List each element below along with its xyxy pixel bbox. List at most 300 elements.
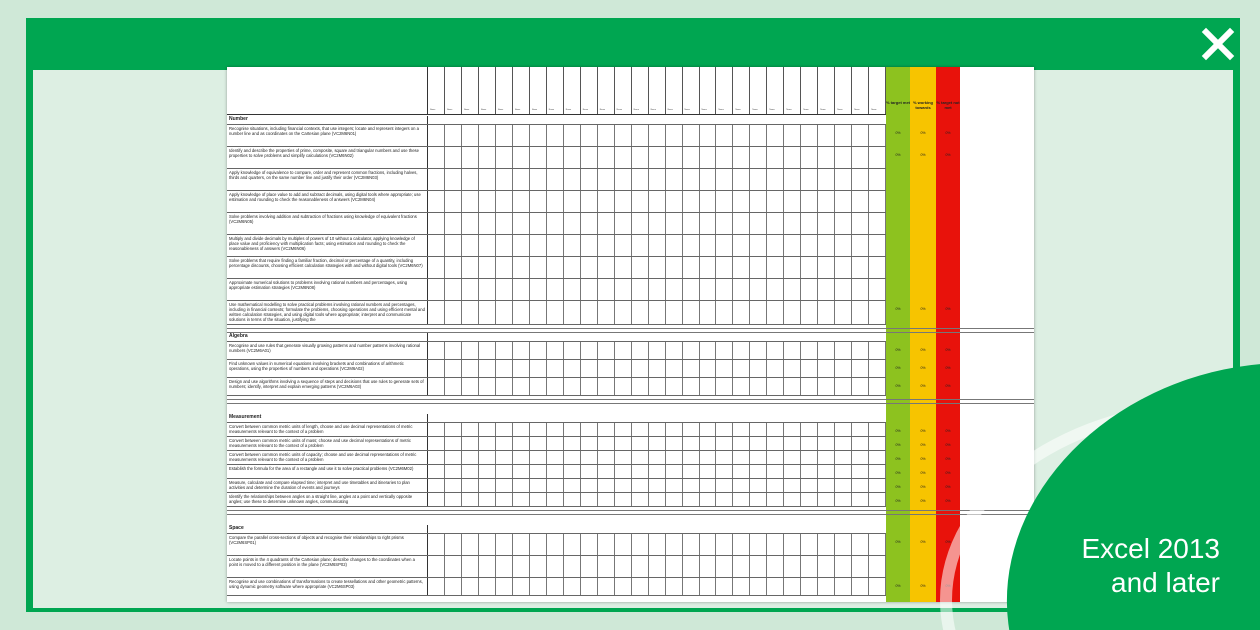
assessment-cell[interactable]: [767, 556, 784, 577]
assessment-cell[interactable]: [530, 125, 547, 146]
assessment-cell[interactable]: [462, 451, 479, 464]
assessment-cell[interactable]: [462, 169, 479, 190]
assessment-cell[interactable]: [581, 169, 598, 190]
assessment-cell[interactable]: [649, 235, 666, 256]
assessment-cell[interactable]: [852, 213, 869, 234]
assessment-cell[interactable]: [750, 493, 767, 506]
assessment-cell[interactable]: [564, 378, 581, 395]
assessment-cell[interactable]: [852, 479, 869, 492]
assessment-cell[interactable]: [683, 578, 700, 595]
assessment-cell[interactable]: [547, 360, 564, 377]
assessment-cell[interactable]: [445, 556, 462, 577]
assessment-cell[interactable]: [818, 578, 835, 595]
assessment-cell[interactable]: [801, 125, 818, 146]
assessment-cell[interactable]: [530, 451, 547, 464]
assessment-cell[interactable]: [496, 125, 513, 146]
assessment-cell[interactable]: [428, 423, 445, 436]
assessment-cell[interactable]: [479, 493, 496, 506]
assessment-cell[interactable]: [496, 378, 513, 395]
assessment-cell[interactable]: [615, 534, 632, 555]
assessment-cell[interactable]: [496, 423, 513, 436]
assessment-cell[interactable]: [750, 437, 767, 450]
assessment-cell[interactable]: [513, 451, 530, 464]
assessment-cell[interactable]: [869, 479, 886, 492]
assessment-cell[interactable]: [632, 342, 649, 359]
assessment-cell[interactable]: [869, 125, 886, 146]
assessment-cell[interactable]: [496, 360, 513, 377]
assessment-cell[interactable]: [852, 465, 869, 478]
assessment-cell[interactable]: [513, 423, 530, 436]
assessment-cell[interactable]: [615, 125, 632, 146]
assessment-cell[interactable]: [530, 301, 547, 324]
assessment-cell[interactable]: [445, 423, 462, 436]
assessment-cell[interactable]: [818, 342, 835, 359]
assessment-cell[interactable]: [632, 279, 649, 300]
assessment-cell[interactable]: [750, 257, 767, 278]
assessment-cell[interactable]: [750, 147, 767, 168]
assessment-cell[interactable]: [852, 378, 869, 395]
assessment-cell[interactable]: [683, 378, 700, 395]
assessment-cell[interactable]: [632, 360, 649, 377]
assessment-cell[interactable]: [615, 257, 632, 278]
assessment-cell[interactable]: [462, 257, 479, 278]
assessment-cell[interactable]: [581, 479, 598, 492]
assessment-cell[interactable]: [666, 125, 683, 146]
assessment-cell[interactable]: [784, 125, 801, 146]
assessment-cell[interactable]: [716, 257, 733, 278]
assessment-cell[interactable]: [801, 556, 818, 577]
assessment-cell[interactable]: [784, 147, 801, 168]
assessment-cell[interactable]: [530, 279, 547, 300]
assessment-cell[interactable]: [869, 301, 886, 324]
assessment-cell[interactable]: [547, 257, 564, 278]
assessment-cell[interactable]: [462, 423, 479, 436]
assessment-cell[interactable]: [564, 342, 581, 359]
assessment-cell[interactable]: [666, 479, 683, 492]
assessment-cell[interactable]: [750, 213, 767, 234]
assessment-cell[interactable]: [818, 465, 835, 478]
assessment-cell[interactable]: [445, 301, 462, 324]
assessment-cell[interactable]: [869, 342, 886, 359]
assessment-cell[interactable]: [547, 493, 564, 506]
assessment-cell[interactable]: [801, 479, 818, 492]
assessment-cell[interactable]: [479, 578, 496, 595]
assessment-cell[interactable]: [700, 235, 717, 256]
assessment-cell[interactable]: [750, 465, 767, 478]
assessment-cell[interactable]: [615, 556, 632, 577]
assessment-cell[interactable]: [835, 479, 852, 492]
assessment-cell[interactable]: [513, 378, 530, 395]
assessment-cell[interactable]: [513, 479, 530, 492]
assessment-cell[interactable]: [683, 493, 700, 506]
assessment-cell[interactable]: [869, 147, 886, 168]
assessment-cell[interactable]: [479, 301, 496, 324]
assessment-cell[interactable]: [767, 235, 784, 256]
assessment-cell[interactable]: [852, 257, 869, 278]
assessment-cell[interactable]: [700, 342, 717, 359]
assessment-cell[interactable]: [496, 147, 513, 168]
assessment-cell[interactable]: [428, 493, 445, 506]
assessment-cell[interactable]: [852, 578, 869, 595]
assessment-cell[interactable]: [784, 235, 801, 256]
assessment-cell[interactable]: [784, 342, 801, 359]
assessment-cell[interactable]: [462, 437, 479, 450]
assessment-cell[interactable]: [869, 257, 886, 278]
assessment-cell[interactable]: [530, 147, 547, 168]
assessment-cell[interactable]: [835, 191, 852, 212]
assessment-cell[interactable]: [496, 437, 513, 450]
assessment-cell[interactable]: [479, 125, 496, 146]
assessment-cell[interactable]: [767, 423, 784, 436]
assessment-cell[interactable]: [462, 213, 479, 234]
assessment-cell[interactable]: [869, 556, 886, 577]
assessment-cell[interactable]: [462, 279, 479, 300]
close-icon[interactable]: [1198, 24, 1238, 64]
assessment-cell[interactable]: [615, 465, 632, 478]
assessment-cell[interactable]: [666, 213, 683, 234]
assessment-cell[interactable]: [818, 378, 835, 395]
assessment-cell[interactable]: [683, 301, 700, 324]
assessment-cell[interactable]: [666, 465, 683, 478]
assessment-cell[interactable]: [513, 465, 530, 478]
assessment-cell[interactable]: [530, 578, 547, 595]
assessment-cell[interactable]: [801, 360, 818, 377]
assessment-cell[interactable]: [716, 451, 733, 464]
assessment-cell[interactable]: [496, 451, 513, 464]
assessment-cell[interactable]: [869, 191, 886, 212]
assessment-cell[interactable]: [716, 479, 733, 492]
assessment-cell[interactable]: [598, 360, 615, 377]
assessment-cell[interactable]: [428, 342, 445, 359]
assessment-cell[interactable]: [852, 279, 869, 300]
assessment-cell[interactable]: [598, 534, 615, 555]
assessment-cell[interactable]: [428, 534, 445, 555]
assessment-cell[interactable]: [462, 465, 479, 478]
assessment-cell[interactable]: [632, 378, 649, 395]
assessment-cell[interactable]: [513, 257, 530, 278]
assessment-cell[interactable]: [733, 437, 750, 450]
assessment-cell[interactable]: [716, 279, 733, 300]
assessment-cell[interactable]: [784, 534, 801, 555]
assessment-cell[interactable]: [818, 423, 835, 436]
assessment-cell[interactable]: [428, 301, 445, 324]
assessment-cell[interactable]: [683, 169, 700, 190]
assessment-cell[interactable]: [784, 279, 801, 300]
assessment-cell[interactable]: [428, 235, 445, 256]
assessment-cell[interactable]: [666, 493, 683, 506]
assessment-cell[interactable]: [530, 423, 547, 436]
assessment-cell[interactable]: [564, 556, 581, 577]
assessment-cell[interactable]: [564, 493, 581, 506]
assessment-cell[interactable]: [479, 465, 496, 478]
assessment-cell[interactable]: [666, 437, 683, 450]
assessment-cell[interactable]: [733, 301, 750, 324]
assessment-cell[interactable]: [700, 191, 717, 212]
assessment-cell[interactable]: [530, 235, 547, 256]
assessment-cell[interactable]: [767, 279, 784, 300]
assessment-cell[interactable]: [733, 556, 750, 577]
assessment-cell[interactable]: [479, 169, 496, 190]
assessment-cell[interactable]: [716, 235, 733, 256]
assessment-cell[interactable]: [852, 534, 869, 555]
assessment-cell[interactable]: [835, 147, 852, 168]
assessment-cell[interactable]: [716, 213, 733, 234]
assessment-cell[interactable]: [750, 342, 767, 359]
assessment-cell[interactable]: [852, 556, 869, 577]
assessment-cell[interactable]: [530, 257, 547, 278]
assessment-cell[interactable]: [700, 360, 717, 377]
assessment-cell[interactable]: [801, 493, 818, 506]
assessment-cell[interactable]: [547, 169, 564, 190]
assessment-cell[interactable]: [564, 451, 581, 464]
assessment-cell[interactable]: [666, 235, 683, 256]
assessment-cell[interactable]: [852, 301, 869, 324]
assessment-cell[interactable]: [733, 493, 750, 506]
assessment-cell[interactable]: [716, 578, 733, 595]
assessment-cell[interactable]: [784, 556, 801, 577]
assessment-cell[interactable]: [700, 556, 717, 577]
assessment-cell[interactable]: [733, 578, 750, 595]
assessment-cell[interactable]: [700, 534, 717, 555]
assessment-cell[interactable]: [869, 378, 886, 395]
assessment-cell[interactable]: [615, 479, 632, 492]
assessment-cell[interactable]: [615, 213, 632, 234]
assessment-cell[interactable]: [547, 279, 564, 300]
assessment-cell[interactable]: [784, 169, 801, 190]
assessment-cell[interactable]: [733, 279, 750, 300]
assessment-cell[interactable]: [598, 235, 615, 256]
assessment-cell[interactable]: [733, 479, 750, 492]
assessment-cell[interactable]: [767, 578, 784, 595]
assessment-cell[interactable]: [767, 213, 784, 234]
assessment-cell[interactable]: [479, 378, 496, 395]
assessment-cell[interactable]: [615, 147, 632, 168]
assessment-cell[interactable]: [615, 191, 632, 212]
assessment-cell[interactable]: [750, 191, 767, 212]
assessment-cell[interactable]: [784, 360, 801, 377]
assessment-cell[interactable]: [666, 556, 683, 577]
assessment-cell[interactable]: [445, 437, 462, 450]
assessment-cell[interactable]: [598, 257, 615, 278]
assessment-cell[interactable]: [581, 423, 598, 436]
assessment-cell[interactable]: [852, 169, 869, 190]
assessment-cell[interactable]: [598, 493, 615, 506]
assessment-cell[interactable]: [767, 169, 784, 190]
assessment-cell[interactable]: [513, 213, 530, 234]
assessment-cell[interactable]: [767, 534, 784, 555]
assessment-cell[interactable]: [801, 423, 818, 436]
assessment-cell[interactable]: [598, 147, 615, 168]
assessment-cell[interactable]: [700, 437, 717, 450]
assessment-cell[interactable]: [700, 279, 717, 300]
assessment-cell[interactable]: [683, 360, 700, 377]
assessment-cell[interactable]: [649, 279, 666, 300]
assessment-cell[interactable]: [581, 301, 598, 324]
assessment-cell[interactable]: [598, 342, 615, 359]
assessment-cell[interactable]: [835, 235, 852, 256]
assessment-cell[interactable]: [700, 451, 717, 464]
assessment-cell[interactable]: [733, 423, 750, 436]
assessment-cell[interactable]: [479, 479, 496, 492]
assessment-cell[interactable]: [666, 451, 683, 464]
assessment-cell[interactable]: [801, 578, 818, 595]
assessment-cell[interactable]: [666, 191, 683, 212]
assessment-cell[interactable]: [818, 257, 835, 278]
assessment-cell[interactable]: [649, 147, 666, 168]
assessment-cell[interactable]: [615, 301, 632, 324]
assessment-cell[interactable]: [649, 213, 666, 234]
assessment-cell[interactable]: [716, 493, 733, 506]
assessment-cell[interactable]: [564, 147, 581, 168]
assessment-cell[interactable]: [683, 257, 700, 278]
assessment-cell[interactable]: [784, 493, 801, 506]
assessment-cell[interactable]: [869, 169, 886, 190]
assessment-cell[interactable]: [649, 125, 666, 146]
assessment-cell[interactable]: [496, 465, 513, 478]
assessment-cell[interactable]: [581, 578, 598, 595]
assessment-cell[interactable]: [513, 437, 530, 450]
assessment-cell[interactable]: [700, 213, 717, 234]
assessment-cell[interactable]: [581, 437, 598, 450]
assessment-cell[interactable]: [683, 235, 700, 256]
assessment-cell[interactable]: [632, 301, 649, 324]
assessment-cell[interactable]: [750, 169, 767, 190]
assessment-cell[interactable]: [513, 147, 530, 168]
assessment-cell[interactable]: [869, 423, 886, 436]
assessment-cell[interactable]: [869, 279, 886, 300]
assessment-cell[interactable]: [767, 360, 784, 377]
assessment-cell[interactable]: [700, 479, 717, 492]
assessment-cell[interactable]: [869, 451, 886, 464]
assessment-cell[interactable]: [852, 191, 869, 212]
assessment-cell[interactable]: [428, 479, 445, 492]
assessment-cell[interactable]: [750, 360, 767, 377]
assessment-cell[interactable]: [869, 493, 886, 506]
assessment-cell[interactable]: [598, 423, 615, 436]
assessment-cell[interactable]: [700, 465, 717, 478]
assessment-cell[interactable]: [581, 342, 598, 359]
assessment-cell[interactable]: [649, 423, 666, 436]
assessment-cell[interactable]: [683, 213, 700, 234]
assessment-cell[interactable]: [733, 534, 750, 555]
assessment-cell[interactable]: [700, 378, 717, 395]
assessment-cell[interactable]: [496, 493, 513, 506]
assessment-cell[interactable]: [835, 423, 852, 436]
assessment-cell[interactable]: [632, 191, 649, 212]
assessment-cell[interactable]: [700, 257, 717, 278]
assessment-cell[interactable]: [733, 125, 750, 146]
assessment-cell[interactable]: [428, 556, 445, 577]
assessment-cell[interactable]: [700, 169, 717, 190]
assessment-cell[interactable]: [649, 493, 666, 506]
assessment-cell[interactable]: [750, 378, 767, 395]
assessment-cell[interactable]: [666, 378, 683, 395]
assessment-cell[interactable]: [683, 191, 700, 212]
assessment-cell[interactable]: [428, 360, 445, 377]
assessment-cell[interactable]: [835, 465, 852, 478]
assessment-cell[interactable]: [716, 125, 733, 146]
assessment-cell[interactable]: [716, 360, 733, 377]
assessment-cell[interactable]: [479, 423, 496, 436]
assessment-cell[interactable]: [428, 279, 445, 300]
assessment-cell[interactable]: [835, 534, 852, 555]
assessment-cell[interactable]: [428, 125, 445, 146]
assessment-cell[interactable]: [428, 191, 445, 212]
assessment-cell[interactable]: [547, 465, 564, 478]
assessment-cell[interactable]: [835, 342, 852, 359]
assessment-cell[interactable]: [598, 191, 615, 212]
assessment-cell[interactable]: [683, 479, 700, 492]
assessment-cell[interactable]: [767, 479, 784, 492]
assessment-cell[interactable]: [801, 451, 818, 464]
assessment-cell[interactable]: [852, 423, 869, 436]
assessment-cell[interactable]: [767, 125, 784, 146]
assessment-cell[interactable]: [445, 493, 462, 506]
assessment-cell[interactable]: [666, 578, 683, 595]
assessment-cell[interactable]: [649, 301, 666, 324]
assessment-cell[interactable]: [598, 213, 615, 234]
assessment-cell[interactable]: [581, 279, 598, 300]
assessment-cell[interactable]: [547, 423, 564, 436]
assessment-cell[interactable]: [869, 360, 886, 377]
assessment-cell[interactable]: [496, 301, 513, 324]
assessment-cell[interactable]: [581, 556, 598, 577]
assessment-cell[interactable]: [801, 235, 818, 256]
assessment-cell[interactable]: [716, 437, 733, 450]
assessment-cell[interactable]: [462, 342, 479, 359]
assessment-cell[interactable]: [733, 191, 750, 212]
assessment-cell[interactable]: [767, 191, 784, 212]
assessment-cell[interactable]: [513, 279, 530, 300]
assessment-cell[interactable]: [666, 423, 683, 436]
assessment-cell[interactable]: [496, 213, 513, 234]
assessment-cell[interactable]: [818, 235, 835, 256]
assessment-cell[interactable]: [801, 534, 818, 555]
assessment-cell[interactable]: [818, 451, 835, 464]
assessment-cell[interactable]: [835, 360, 852, 377]
assessment-cell[interactable]: [784, 479, 801, 492]
assessment-cell[interactable]: [581, 147, 598, 168]
assessment-cell[interactable]: [716, 169, 733, 190]
assessment-cell[interactable]: [767, 301, 784, 324]
assessment-cell[interactable]: [818, 213, 835, 234]
assessment-cell[interactable]: [716, 465, 733, 478]
assessment-cell[interactable]: [513, 301, 530, 324]
assessment-cell[interactable]: [818, 479, 835, 492]
assessment-cell[interactable]: [852, 342, 869, 359]
assessment-cell[interactable]: [581, 235, 598, 256]
assessment-cell[interactable]: [683, 465, 700, 478]
assessment-cell[interactable]: [445, 235, 462, 256]
assessment-cell[interactable]: [818, 493, 835, 506]
assessment-cell[interactable]: [683, 147, 700, 168]
assessment-cell[interactable]: [445, 534, 462, 555]
assessment-cell[interactable]: [530, 479, 547, 492]
assessment-cell[interactable]: [479, 342, 496, 359]
assessment-cell[interactable]: [869, 578, 886, 595]
assessment-cell[interactable]: [581, 451, 598, 464]
assessment-cell[interactable]: [801, 342, 818, 359]
assessment-cell[interactable]: [513, 342, 530, 359]
assessment-cell[interactable]: [462, 360, 479, 377]
assessment-cell[interactable]: [496, 556, 513, 577]
assessment-cell[interactable]: [767, 493, 784, 506]
assessment-cell[interactable]: [801, 437, 818, 450]
assessment-cell[interactable]: [479, 235, 496, 256]
assessment-cell[interactable]: [479, 556, 496, 577]
assessment-cell[interactable]: [649, 437, 666, 450]
assessment-cell[interactable]: [564, 301, 581, 324]
